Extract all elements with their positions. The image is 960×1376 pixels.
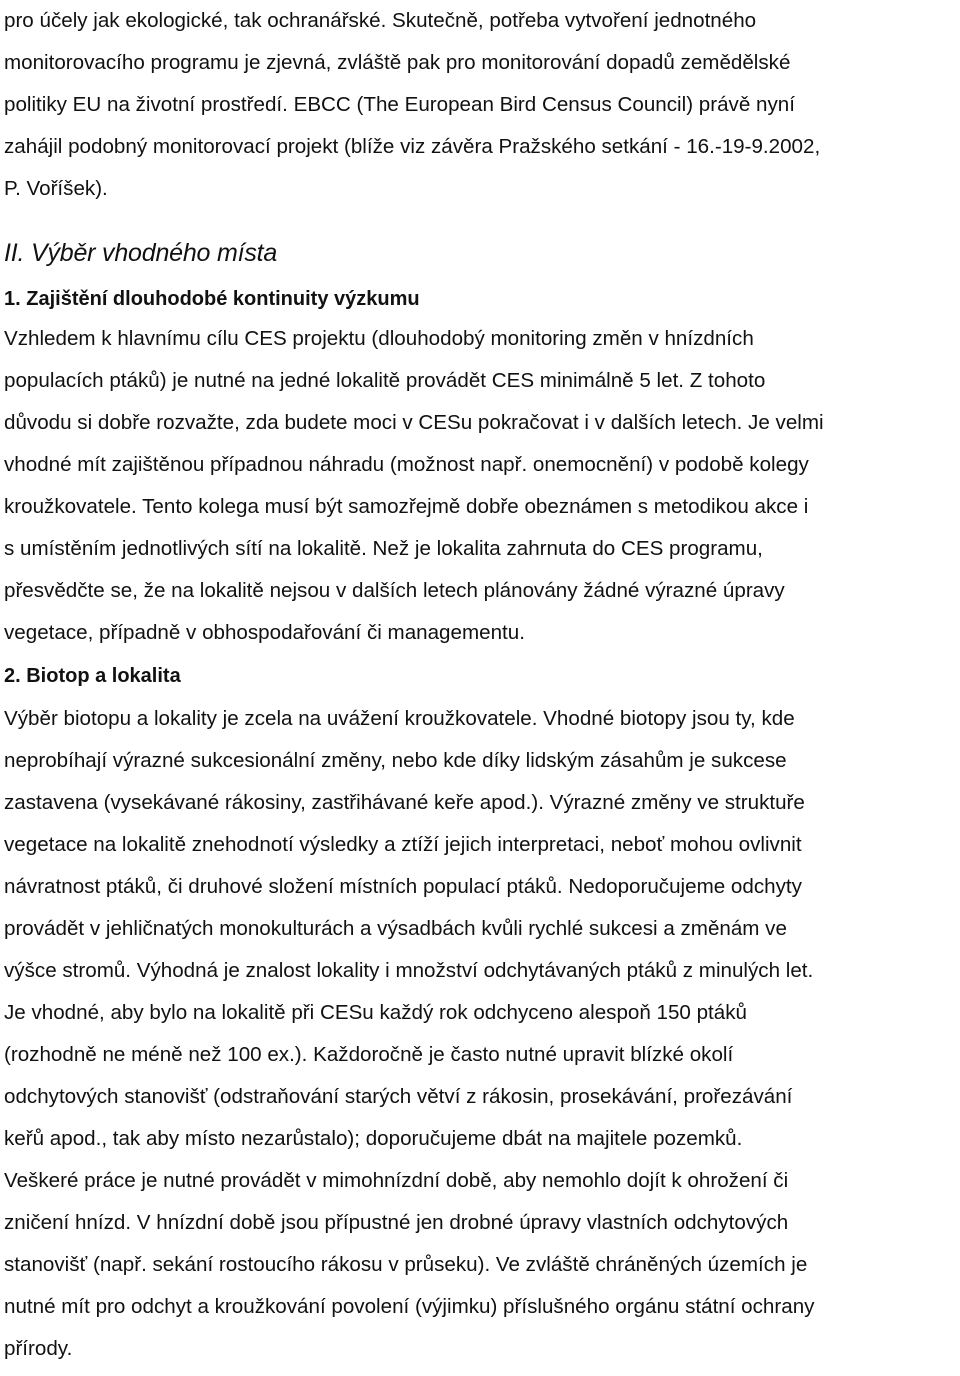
text-line: přesvědčte se, že na lokalitě nejsou v dalších letech plánovány žádné výrazné úpravy (4, 579, 785, 602)
text-line: zastavena (vysekávané rákosiny, zastřihávané keře apod.). Výrazné změny ve struktuře (4, 791, 805, 814)
text-line: přírody. (4, 1337, 73, 1360)
subsection-heading-2: 2. Biotop a lokalita (4, 665, 181, 687)
text-line: neprobíhají výrazné sukcesionální změny, nebo kde díky lidským zásahům je sukcese (4, 749, 787, 772)
text-line: s umístěním jednotlivých sítí na lokalitě. Než je lokalita zahrnuta do CES programu, (4, 537, 763, 560)
text-line: pro účely jak ekologické, tak ochranářské. Skutečně, potřeba vytvoření jednotného (4, 9, 757, 32)
text-line: P. Voříšek). (4, 177, 108, 200)
text-line: Výběr biotopu a lokality je zcela na uvážení kroužkovatele. Vhodné biotopy jsou ty, kde (4, 707, 795, 730)
subsection-heading-1: 1. Zajištění dlouhodobé kontinuity výzkumu (4, 288, 420, 310)
text-line: monitorovacího programu je zjevná, zvláště pak pro monitorování dopadů zemědělské (4, 51, 791, 74)
text-line: keřů apod., tak aby místo nezarůstalo); doporučujeme dbát na majitele pozemků. (4, 1127, 743, 1150)
text-line: (rozhodně ne méně než 100 ex.). Každoročně je často nutné upravit blízké okolí (4, 1043, 734, 1066)
text-line: Je vhodné, aby bylo na lokalitě při CESu každý rok odchyceno alespoň 150 ptáků (4, 1001, 747, 1024)
text-line: populacích ptáků) je nutné na jedné lokalitě provádět CES minimálně 5 let. Z tohoto (4, 369, 766, 392)
text-line: provádět v jehličnatých monokulturách a výsadbách kvůli rychlé sukcesi a změnám ve (4, 917, 787, 940)
text-line: zahájil podobný monitorovací projekt (blíže viz závěra Pražského setkání - 16.-19-9.2002, (4, 135, 821, 158)
text-line: Vzhledem k hlavnímu cílu CES projektu (dlouhodobý monitoring změn v hnízdních (4, 327, 754, 350)
intro-paragraph (4, 0, 956, 210)
text-line: zničení hnízd. V hnízdní době jsou přípustné jen drobné úpravy vlastních odchytových (4, 1211, 789, 1234)
subsection-2-paragraph (4, 698, 956, 1370)
text-line: vegetace, případně v obhospodařování či managementu. (4, 621, 525, 644)
text-line: odchytových stanovišť (odstraňování starých větví z rákosin, prosekávání, prořezávání (4, 1085, 793, 1108)
text-line: stanovišť (např. sekání rostoucího rákosu v průseku). Ve zvláště chráněných územích je (4, 1253, 808, 1276)
text-line: politiky EU na životní prostředí. EBCC (The European Bird Census Council) právě nyní (4, 93, 795, 116)
text-line: důvodu si dobře rozvažte, zda budete moci v CESu pokračovat i v dalších letech. Je velmi (4, 411, 824, 434)
text-line: kroužkovatele. Tento kolega musí být samozřejmě dobře obeznámen s metodikou akce i (4, 495, 809, 518)
text-line: nutné mít pro odchyt a kroužkování povolení (výjimku) příslušného orgánu státní ochrany (4, 1295, 815, 1318)
text-line: vhodné mít zajištěnou případnou náhradu (možnost např. onemocnění) v podobě kolegy (4, 453, 809, 476)
text-line: výšce stromů. Výhodná je znalost lokality i množství odchytávaných ptáků z minulých let. (4, 959, 814, 982)
text-line: návratnost ptáků, či druhové složení místních populací ptáků. Nedoporučujeme odchyty (4, 875, 802, 898)
subsection-1-paragraph (4, 318, 956, 654)
text-line: vegetace na lokalitě znehodnotí výsledky a ztíží jejich interpretaci, neboť mohou ovlivnit (4, 833, 802, 856)
document-page (4, 0, 956, 1370)
section-heading: II. Výběr vhodného místa (4, 239, 278, 267)
text-line: Veškeré práce je nutné provádět v mimohnízdní době, aby nemohlo dojít k ohrožení či (4, 1169, 789, 1192)
